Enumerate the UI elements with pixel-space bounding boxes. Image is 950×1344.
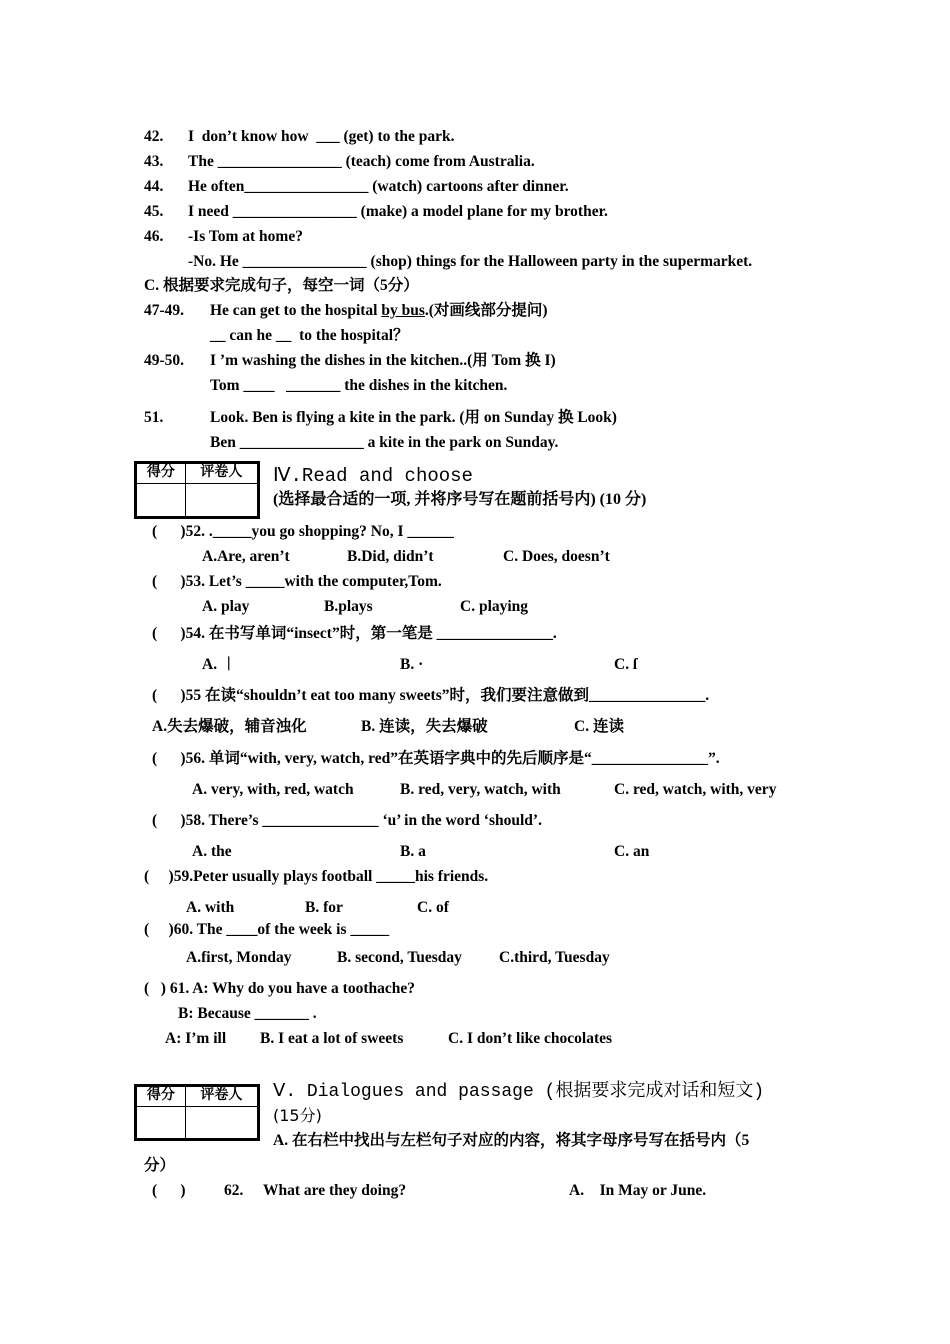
q56-stem: ( )56. 单词“with, very, watch, red”在英语字典中的先后顺序是“_______________”. [152, 750, 720, 767]
grader-cell[interactable] [185, 484, 257, 517]
section-iv-subtitle: (选择最合适的一项, 并将序号写在题前括号内) (10 分) [273, 491, 647, 508]
q51-text: Look. Ben is flying a kite in the park. (用 on Sunday 换 Look) [210, 409, 617, 426]
q56-option-a: A. very, with, red, watch [192, 781, 354, 798]
q45-text: I need ________________ (make) a model plane for my brother. [188, 203, 608, 220]
q61-line-2: B: Because _______ . [178, 1005, 317, 1022]
q59-option-c: C. of [417, 899, 449, 916]
q52-option-a: A.Are, aren’t [202, 548, 290, 565]
q53-stem: ( )53. Let’s _____with the computer,Tom. [152, 573, 442, 590]
q44-number: 44. [144, 178, 164, 195]
q59-stem: ( )59.Peter usually plays football _____his friends. [144, 868, 489, 885]
q51-text-2: Ben ________________ a kite in the park on Sunday. [210, 434, 559, 451]
q56-option-b: B. red, very, watch, with [400, 781, 561, 798]
score-cell[interactable] [137, 1107, 186, 1139]
score-cell[interactable] [137, 484, 186, 517]
q52-option-c: C. Does, doesn’t [503, 548, 610, 565]
q62-option-a: A. In May or June. [569, 1182, 707, 1199]
section-v-title: Ⅴ. Dialogues and passage (根据要求完成对话和短文) [273, 1082, 765, 1102]
q60-stem: ( )60. The ____of the week is _____ [144, 921, 390, 938]
q55-option-b: B. 连读，失去爆破 [361, 718, 488, 735]
q42-text: I don’t know how ___ (get) to the park. [188, 128, 455, 145]
q61-option-c: C. I don’t like chocolates [448, 1030, 613, 1047]
q53-option-b: B.plays [324, 598, 373, 615]
q62-question: What are they doing? [263, 1182, 407, 1199]
q60-option-a: A.first, Monday [186, 949, 292, 966]
q43-text: The ________________ (teach) come from Australia. [188, 153, 535, 170]
q62-number: 62. [224, 1182, 244, 1199]
q55-stem: ( )55 在读“shouldn’t eat too many sweets”时，我们要注意做到_______________. [152, 687, 710, 704]
q58-option-b: B. a [400, 843, 426, 860]
q47-text-2: __ can he __ to the hospital？ [210, 327, 409, 344]
q54-option-c: C. ſ [614, 656, 638, 673]
q46-text-2: -No. He ________________ (shop) things for the Halloween party in the supermarket. [188, 253, 753, 270]
q53-option-c: C. playing [460, 598, 529, 615]
q47-underlined-phrase: by bus [381, 302, 425, 319]
q54-stem: ( )54. 在书写单词“insect”时，第一笔是 _______________. [152, 625, 557, 642]
q49-number: 49-50. [144, 352, 185, 369]
grader-label: 评卷人 [185, 464, 257, 484]
q47-number: 47-49. [144, 302, 185, 319]
section-v-title-2: (15分) [273, 1106, 322, 1125]
q52-option-b: B.Did, didn’t [347, 548, 434, 565]
q58-option-c: C. an [614, 843, 650, 860]
q61-option-b: B. I eat a lot of sweets [260, 1030, 404, 1047]
part-a-heading: A. 在右栏中找出与左栏句子对应的内容，将其字母序号写在括号内（5 [273, 1132, 750, 1149]
part-a-heading-2: 分） [144, 1157, 176, 1174]
score-label: 得分 [137, 464, 186, 484]
q55-option-c: C. 连读 [574, 718, 624, 735]
q58-stem: ( )58. There’s _______________ ‘u’ in the word ‘should’. [152, 812, 542, 829]
q42-number: 42. [144, 128, 164, 145]
q60-option-b: B. second, Tuesday [337, 949, 462, 966]
part-c-heading: C. 根据要求完成句子，每空一词（5分） [144, 277, 419, 294]
score-box-iv [134, 461, 260, 519]
grader-cell[interactable] [185, 1107, 257, 1139]
q60-option-c: C.third, Tuesday [499, 949, 610, 966]
score-label: 得分 [137, 1087, 186, 1107]
q51-number: 51. [144, 409, 164, 426]
q59-option-a: A. with [186, 899, 235, 916]
q62-paren[interactable]: ( ) [152, 1182, 186, 1199]
score-box-v [134, 1084, 260, 1141]
q58-option-a: A. the [192, 843, 232, 860]
q54-option-a: A. ︱ [202, 656, 237, 673]
q49-text: I ’m washing the dishes in the kitchen..(用 Tom 换 I) [210, 352, 556, 369]
section-iv-title: Ⅳ.Read and choose [273, 465, 473, 487]
q54-option-b: B. · [400, 656, 424, 673]
q55-option-a: A.失去爆破，辅音浊化 [152, 718, 307, 735]
q45-number: 45. [144, 203, 164, 220]
q43-number: 43. [144, 153, 164, 170]
q46-number: 46. [144, 228, 164, 245]
q49-text-2: Tom ____ _______ the dishes in the kitchen. [210, 377, 508, 394]
q47-text: He can get to the hospital by bus.(对画线部分提问) [210, 302, 548, 319]
q59-option-b: B. for [305, 899, 343, 916]
q52-stem: ( )52. ._____you go shopping? No, I ______ [152, 523, 454, 540]
grader-label: 评卷人 [185, 1087, 257, 1107]
q53-option-a: A. play [202, 598, 250, 615]
q46-text: -Is Tom at home? [188, 228, 303, 245]
q61-stem: ( ) 61. A: Why do you have a toothache? [144, 980, 415, 997]
q56-option-c: C. red, watch, with, very [614, 781, 777, 798]
q61-option-a: A: I’m ill [165, 1030, 227, 1047]
q44-text: He often________________ (watch) cartoons after dinner. [188, 178, 569, 195]
